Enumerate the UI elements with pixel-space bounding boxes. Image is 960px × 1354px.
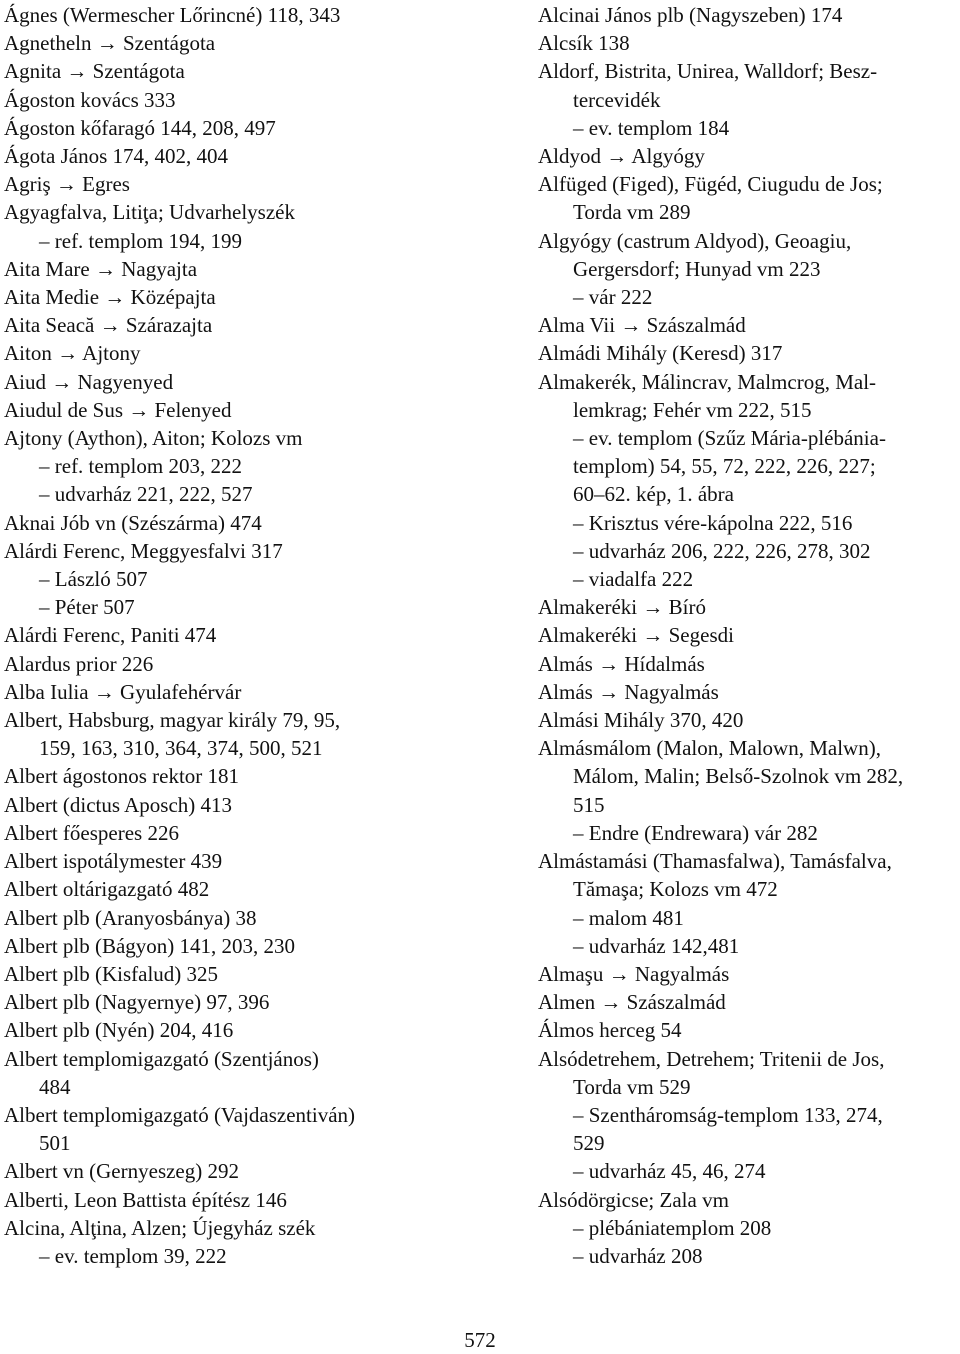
index-entry: – udvarház 208	[573, 1243, 703, 1268]
index-entry: Agnita → Szentágota	[4, 59, 185, 84]
index-entry: Albert ispotálymester 439	[4, 849, 223, 874]
index-entry: – vár 222	[573, 285, 653, 310]
index-entry: Alba Iulia → Gyulafehérvár	[4, 679, 242, 704]
index-entry: templom) 54, 55, 72, 222, 226, 227;	[573, 454, 876, 479]
index-entry: Málom, Malin; Belső-Szolnok vm 282,	[573, 764, 904, 789]
index-entry: Albert templomigazgató (Szentjános)	[4, 1046, 319, 1071]
index-entry: Almakerék, Málincrav, Malmcrog, Mal-	[538, 369, 877, 394]
index-entry: – ev. templom 184	[573, 115, 730, 140]
index-entry: Aita Medie → Középajta	[4, 285, 216, 310]
index-entry: Aiud → Nagyenyed	[4, 369, 174, 394]
index-entry: Albert plb (Nyén) 204, 416	[4, 1018, 234, 1043]
index-entry: Almás → Nagyalmás	[538, 679, 719, 704]
index-entry: – Endre (Endrewara) vár 282	[573, 820, 818, 845]
index-entry: Aiton → Ajtony	[4, 341, 141, 366]
index-entry: Almás → Hídalmás	[538, 651, 705, 676]
index-entry: Almakeréki → Segesdi	[538, 623, 734, 648]
index-entry: Alberti, Leon Battista építész 146	[4, 1187, 287, 1212]
index-entry: – Szentháromság-templom 133, 274,	[573, 1102, 883, 1127]
index-entry: Álmos herceg 54	[538, 1018, 682, 1043]
index-entry: – ref. templom 194, 199	[39, 228, 242, 253]
index-entry: Ágoston kőfaragó 144, 208, 497	[4, 115, 276, 140]
index-entry: Torda vm 289	[573, 200, 691, 225]
index-entry: – udvarház 206, 222, 226, 278, 302	[573, 538, 871, 563]
index-entry: – ev. templom 39, 222	[39, 1243, 227, 1268]
index-entry: 515	[573, 792, 605, 817]
index-entry: 529	[573, 1131, 605, 1156]
index-entry: – malom 481	[573, 905, 684, 930]
index-entry: Alárdi Ferenc, Meggyesfalvi 317	[4, 538, 283, 563]
index-entry: Almási Mihály 370, 420	[538, 708, 744, 733]
index-entry: – ref. templom 203, 222	[39, 454, 242, 479]
index-entry: Alcinai János plb (Nagyszeben) 174	[538, 3, 843, 27]
index-entry: Alcsík 138	[538, 31, 630, 56]
index-entry: – viadalfa 222	[573, 567, 694, 592]
index-entry: – Krisztus vére-kápolna 222, 516	[573, 510, 853, 535]
index-entry: lemkrag; Fehér vm 222, 515	[573, 397, 812, 422]
index-entry: 501	[39, 1131, 71, 1156]
index-entry: Algyógy (castrum Aldyod), Geoagiu,	[538, 228, 852, 253]
index-entry: Ágnes (Wermescher Lőrincné) 118, 343	[4, 3, 341, 27]
index-entry: Aita Mare → Nagyajta	[4, 256, 198, 281]
index-entry: 60–62. kép, 1. ábra	[573, 482, 734, 507]
index-entry: Aldorf, Bistrita, Unirea, Walldorf; Besz-	[538, 59, 878, 84]
index-column-left	[4, 1, 524, 1270]
index-entry: Alma Vii → Szászalmád	[538, 313, 746, 338]
index-entry: Torda vm 529	[573, 1074, 691, 1099]
index-entry: Alcina, Alţina, Alzen; Újegyház szék	[4, 1215, 316, 1240]
index-entry: Aknai Jób vn (Szészárma) 474	[4, 510, 262, 535]
index-entry: Alárdi Ferenc, Paniti 474	[4, 623, 217, 648]
index-entry: Almen → Szászalmád	[538, 990, 726, 1015]
page-number: 572	[464, 1328, 496, 1352]
index-entry: Tămaşa; Kolozs vm 472	[573, 877, 778, 902]
index-entry: Gergersdorf; Hunyad vm 223	[573, 256, 821, 281]
index-entry: Albert főesperes 226	[4, 820, 179, 845]
index-entry: Agnetheln → Szentágota	[4, 31, 216, 56]
index-entry: – plébániatemplom 208	[573, 1215, 772, 1240]
index-entry: Almaşu → Nagyalmás	[538, 961, 730, 986]
index-entry: Ajtony (Aython), Aiton; Kolozs vm	[4, 426, 303, 451]
index-entry: Aiudul de Sus → Felenyed	[4, 397, 232, 422]
index-entry: Alsódetrehem, Detrehem; Tritenii de Jos,	[538, 1046, 885, 1071]
index-entry: Albert plb (Kisfalud) 325	[4, 961, 219, 986]
index-entry: – udvarház 45, 46, 274	[573, 1159, 766, 1184]
index-entry: – László 507	[39, 567, 148, 592]
index-entry: Ágoston kovács 333	[4, 87, 176, 112]
index-entry: Aldyod → Algyógy	[538, 144, 705, 169]
index-entry: 484	[39, 1074, 71, 1099]
index-entry: Albert vn (Gernyeszeg) 292	[4, 1159, 239, 1184]
index-entry: Ágota János 174, 402, 404	[4, 144, 228, 169]
index-entry: Alardus prior 226	[4, 651, 154, 676]
index-entry: Alfüged (Figed), Fügéd, Ciugudu de Jos;	[538, 172, 883, 197]
index-entry: tercevidék	[573, 87, 661, 112]
index-entry: 159, 163, 310, 364, 374, 500, 521	[39, 736, 323, 761]
index-entry: Almakeréki → Bíró	[538, 595, 706, 620]
index-entry: Albert plb (Nagyernye) 97, 396	[4, 990, 270, 1015]
index-entry: – Péter 507	[39, 595, 135, 620]
index-entry: – udvarház 142,481	[573, 933, 740, 958]
index-entry: Albert plb (Bágyon) 141, 203, 230	[4, 933, 296, 958]
index-column-right	[538, 1, 958, 1270]
index-entry: Alsódörgicse; Zala vm	[538, 1187, 729, 1212]
index-entry: Aita Seacă → Szárazajta	[4, 313, 213, 338]
index-entry: Almádi Mihály (Keresd) 317	[538, 341, 783, 366]
index-entry: Almástamási (Thamasfalwa), Tamásfalva,	[538, 849, 892, 874]
index-entry: Albert plb (Aranyosbánya) 38	[4, 905, 257, 930]
index-entry: Albert ágostonos rektor 181	[4, 764, 240, 789]
index-entry: Albert, Habsburg, magyar király 79, 95,	[4, 708, 341, 733]
index-entry: Albert (dictus Aposch) 413	[4, 792, 233, 817]
index-entry: Agriş → Egres	[4, 172, 130, 197]
index-entry: Albert oltárigazgató 482	[4, 877, 210, 902]
index-entry: Almásmálom (Malon, Malown, Malwn),	[538, 736, 881, 761]
index-entry: Agyagfalva, Litiţa; Udvarhelyszék	[4, 200, 295, 225]
index-entry: – ev. templom (Szűz Mária-plébánia-	[573, 426, 886, 451]
index-entry: Albert templomigazgató (Vajdaszentiván)	[4, 1102, 356, 1127]
index-entry: – udvarház 221, 222, 527	[39, 482, 253, 507]
